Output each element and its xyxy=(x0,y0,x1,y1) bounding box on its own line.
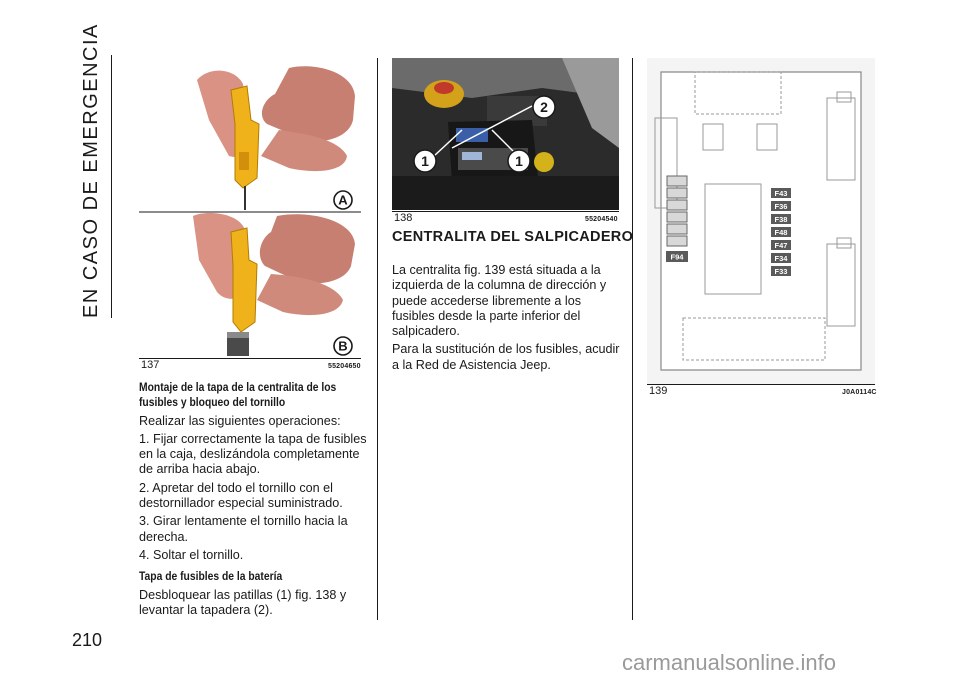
paragraph: La centralita fig. 139 está situada a la izquierda de la columna de dirección y puede accederse libremente a los fusibles desde la parte inferior del salpicadero. xyxy=(392,263,607,339)
fuse-label-f48: F48 xyxy=(774,228,788,237)
dashboard-fuse-diagram xyxy=(647,58,875,384)
fuse-label-f34: F34 xyxy=(774,254,788,263)
subheading: Tapa de fusibles de la batería xyxy=(139,569,283,584)
procedure-intro: Realizar las siguientes operaciones: xyxy=(139,413,341,428)
left-column-text xyxy=(139,380,367,621)
fuse-label-f94: F94 xyxy=(670,252,684,262)
callout-2: 2 xyxy=(540,99,548,115)
figure-code: 55204540 xyxy=(585,216,618,223)
fuse-puller-illustration xyxy=(139,60,361,358)
figure-137 xyxy=(139,60,361,358)
procedure-step: 4. Soltar el tornillo. xyxy=(139,547,244,562)
figure-number: 137 xyxy=(141,359,160,371)
paragraph: Para la sustitución de los fusibles, acudir a la Red de Asistencia Jeep. xyxy=(392,342,620,372)
figure-caption-rule xyxy=(392,211,619,212)
middle-column-text xyxy=(392,263,624,376)
procedure-step: 1. Fijar correctamente la tapa de fusibles en la caja, deslizándola completamente de arriba hacia abajo. xyxy=(139,431,367,477)
callout-1: 1 xyxy=(421,153,429,169)
figure-caption-rule xyxy=(647,384,875,385)
procedure-step: 3. Girar lentamente el tornillo hacia la derecha. xyxy=(139,514,348,544)
column-divider xyxy=(377,58,378,620)
callout-a: A xyxy=(338,192,348,208)
fuse-label-f38: F38 xyxy=(774,215,788,224)
page-number: 210 xyxy=(72,630,103,650)
section-heading: CENTRALITA DEL SALPICADERO xyxy=(392,229,634,245)
fuse-label-f47: F47 xyxy=(774,241,788,250)
fuse-label-f33: F33 xyxy=(774,267,788,276)
figure-code: 55204650 xyxy=(328,363,361,370)
figure-code: J0A0114C xyxy=(842,389,877,396)
figure-caption-rule xyxy=(139,358,361,359)
subheading-text: Desbloquear las patillas (1) fig. 138 y levantar la tapadera (2). xyxy=(139,587,347,617)
column-divider xyxy=(632,58,633,620)
callout-1: 1 xyxy=(515,153,523,169)
procedure-heading: Montaje de la tapa de la centralita de los fusibles y bloqueo del tornillo xyxy=(139,380,337,410)
figure-138 xyxy=(392,58,619,210)
battery-fuse-photo xyxy=(392,58,619,210)
callout-b: B xyxy=(338,338,348,354)
watermark: carmanualsonline.info xyxy=(622,650,837,675)
section-title: EN CASO DE EMERGENCIA xyxy=(80,23,102,318)
figure-number: 138 xyxy=(394,212,413,224)
figure-139 xyxy=(647,58,875,384)
fuse-label-f43: F43 xyxy=(774,189,788,198)
figure-number: 139 xyxy=(649,385,668,397)
section-rule xyxy=(111,55,112,318)
procedure-step: 2. Apretar del todo el tornillo con el destornillador especial suministrado. xyxy=(139,480,343,511)
fuse-label-f36: F36 xyxy=(774,202,788,211)
